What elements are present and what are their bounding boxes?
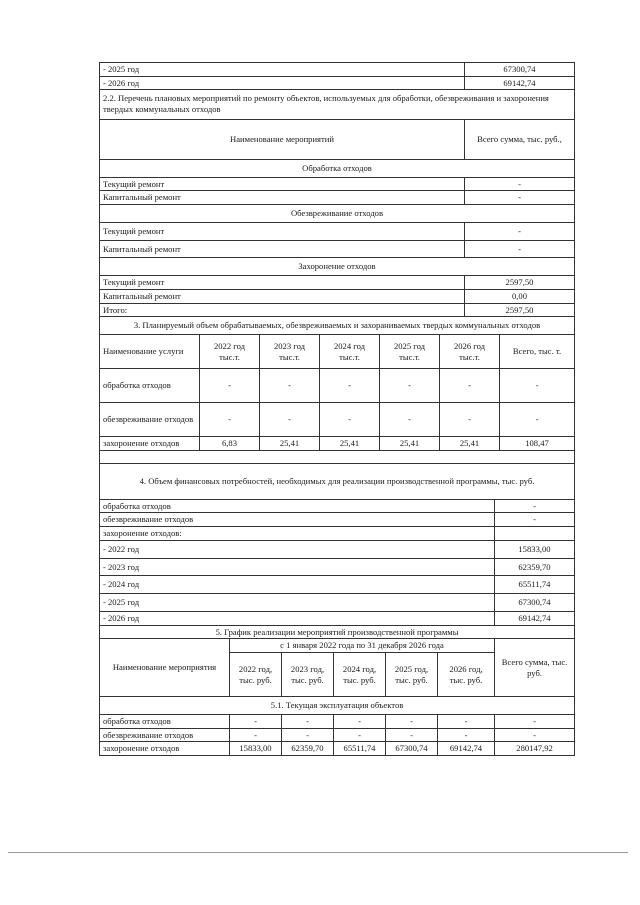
- cell-value: -: [500, 369, 575, 403]
- cell-value: -: [260, 403, 320, 437]
- table-row: [100, 714, 575, 728]
- cell-value: -: [200, 369, 260, 403]
- row-label: - 2022 год: [100, 540, 495, 558]
- row-value: 69142,74: [495, 611, 575, 625]
- table-row: [100, 594, 575, 612]
- cell-value: 15833,00: [230, 742, 282, 756]
- row-value: -: [465, 191, 575, 205]
- table-row: [100, 527, 575, 541]
- table-row: [100, 513, 575, 527]
- subsection-title: 5.1. Текущая эксплуатация объектов: [100, 697, 575, 715]
- row-value: 15833,00: [495, 540, 575, 558]
- column-header: 2023 год тыс.т.: [260, 335, 320, 369]
- column-header: 2025 год тыс.т.: [380, 335, 440, 369]
- cell-value: -: [438, 714, 495, 728]
- row-value: 0,00: [465, 289, 575, 303]
- table-row: [100, 240, 575, 258]
- service-name: обработка отходов: [100, 369, 200, 403]
- total-label: Итого:: [100, 303, 465, 317]
- table-row: [100, 403, 575, 437]
- row-value: -: [495, 499, 575, 513]
- cell-value: 6,83: [200, 437, 260, 451]
- service-name: захоронение отходов: [100, 437, 200, 451]
- row-value: -: [465, 240, 575, 258]
- table-row: [100, 540, 575, 558]
- row-value: 67300,74: [495, 594, 575, 612]
- cell-value: 62359,70: [282, 742, 334, 756]
- schedule-table: [99, 625, 575, 756]
- section-2-2-title: 2.2. Перечень плановых мероприятий по ремонту объектов, используемых для обработки, обезвреживания и захоронения твердых коммунальных отходов: [100, 90, 575, 119]
- cell-value: -: [334, 728, 386, 742]
- table-row: [100, 369, 575, 403]
- row-value: [495, 527, 575, 541]
- table-row: [100, 576, 575, 594]
- row-label: - 2026 год: [100, 611, 495, 625]
- cell-value: -: [438, 728, 495, 742]
- year-header: 2023 год, тыс. руб.: [282, 653, 334, 697]
- cell-value: -: [380, 369, 440, 403]
- row-value: -: [465, 222, 575, 240]
- cell-value: 25,41: [380, 437, 440, 451]
- cell-value: -: [282, 728, 334, 742]
- top-row-2026: [100, 76, 575, 90]
- cell-value: -: [500, 403, 575, 437]
- section-4-title: 4. Объем финансовых потребностей, необходимых для реализации производственной программы, тыс. руб.: [100, 463, 575, 499]
- page-bottom-divider: [8, 852, 628, 853]
- row-label: Капитальный ремонт: [100, 240, 465, 258]
- row-label: Капитальный ремонт: [100, 289, 465, 303]
- row-value: -: [495, 513, 575, 527]
- table-row: [100, 499, 575, 513]
- financial-needs-table: [99, 463, 575, 626]
- row-label: - 2026 год: [100, 76, 465, 90]
- row-label: обработка отходов: [100, 499, 495, 513]
- cell-value: 108,47: [500, 437, 575, 451]
- table-row: [100, 742, 575, 756]
- activity-name: обработка отходов: [100, 714, 230, 728]
- cell-value: -: [282, 714, 334, 728]
- group-title: Обработка отходов: [100, 159, 575, 177]
- row-value: -: [465, 177, 575, 191]
- cell-value: 69142,74: [438, 742, 495, 756]
- table-row: [100, 558, 575, 576]
- row-value: 2597,50: [465, 276, 575, 290]
- cell-value: 25,41: [260, 437, 320, 451]
- column-header-total: Всего сумма, тыс. руб.,: [465, 119, 575, 159]
- spacer-row: [100, 450, 575, 463]
- column-header: Всего, тыс. т.: [500, 335, 575, 369]
- column-header-name: Наименование мероприятия: [100, 639, 230, 697]
- total-row: [100, 303, 575, 317]
- cell-value: 67300,74: [386, 742, 438, 756]
- service-name: обезвреживание отходов: [100, 403, 200, 437]
- cell-value: -: [440, 403, 500, 437]
- repair-plan-table: [99, 62, 575, 317]
- cell-value: -: [386, 714, 438, 728]
- cell-value: -: [386, 728, 438, 742]
- year-header: 2024 год, тыс. руб.: [334, 653, 386, 697]
- cell-value: -: [380, 403, 440, 437]
- cell-value: -: [260, 369, 320, 403]
- column-header: Наименование услуги: [100, 335, 200, 369]
- document-sheet: [99, 62, 574, 756]
- table-row: [100, 611, 575, 625]
- cell-value: -: [230, 714, 282, 728]
- section-5-title: 5. График реализации мероприятий производственной программы: [100, 625, 575, 639]
- cell-value: -: [320, 403, 380, 437]
- year-header: 2026 год, тыс. руб.: [438, 653, 495, 697]
- row-value: 65511,74: [495, 576, 575, 594]
- row-label: - 2025 год: [100, 63, 465, 77]
- table-row: [100, 222, 575, 240]
- column-header: 2024 год тыс.т.: [320, 335, 380, 369]
- cell-value: 65511,74: [334, 742, 386, 756]
- period-header: с 1 января 2022 года по 31 декабря 2026 года: [230, 639, 495, 653]
- table-row: [100, 177, 575, 191]
- row-label: - 2024 год: [100, 576, 495, 594]
- table-row: [100, 276, 575, 290]
- top-row-2025: [100, 63, 575, 77]
- cell-value: -: [334, 714, 386, 728]
- row-label: Текущий ремонт: [100, 276, 465, 290]
- row-value: 62359,70: [495, 558, 575, 576]
- row-label: Капитальный ремонт: [100, 191, 465, 205]
- row-label: Текущий ремонт: [100, 177, 465, 191]
- cell-value: -: [320, 369, 380, 403]
- table-row: [100, 191, 575, 205]
- cell-value: 280147,92: [495, 742, 575, 756]
- row-label: обезвреживание отходов: [100, 513, 495, 527]
- table-row: [100, 728, 575, 742]
- row-label: захоронение отходов:: [100, 527, 495, 541]
- row-label: Текущий ремонт: [100, 222, 465, 240]
- group-title: Захоронение отходов: [100, 258, 575, 276]
- column-header-total: Всего сумма, тыс. руб.: [495, 639, 575, 697]
- cell-value: -: [495, 714, 575, 728]
- section-3-title: 3. Планируемый объем обрабатываемых, обезвреживаемых и захораниваемых твердых коммунальных отходов: [100, 317, 575, 335]
- activity-name: захоронение отходов: [100, 742, 230, 756]
- cell-value: -: [440, 369, 500, 403]
- column-header-name: Наименование мероприятий: [100, 119, 465, 159]
- column-header: 2022 год тыс.т.: [200, 335, 260, 369]
- group-title: Обезвреживание отходов: [100, 205, 575, 223]
- cell-value: -: [230, 728, 282, 742]
- year-header: 2022 год, тыс. руб.: [230, 653, 282, 697]
- total-value: 2597,50: [465, 303, 575, 317]
- row-value: 69142,74: [465, 76, 575, 90]
- cell-value: 25,41: [440, 437, 500, 451]
- row-label: - 2025 год: [100, 594, 495, 612]
- cell-value: -: [495, 728, 575, 742]
- cell-value: -: [200, 403, 260, 437]
- column-header: 2026 год тыс.т.: [440, 335, 500, 369]
- row-value: 67300,74: [465, 63, 575, 77]
- row-label: - 2023 год: [100, 558, 495, 576]
- activity-name: обезвреживание отходов: [100, 728, 230, 742]
- volume-table: [99, 316, 575, 463]
- table-row: [100, 437, 575, 451]
- year-header: 2025 год, тыс. руб.: [386, 653, 438, 697]
- cell-value: 25,41: [320, 437, 380, 451]
- table-row: [100, 289, 575, 303]
